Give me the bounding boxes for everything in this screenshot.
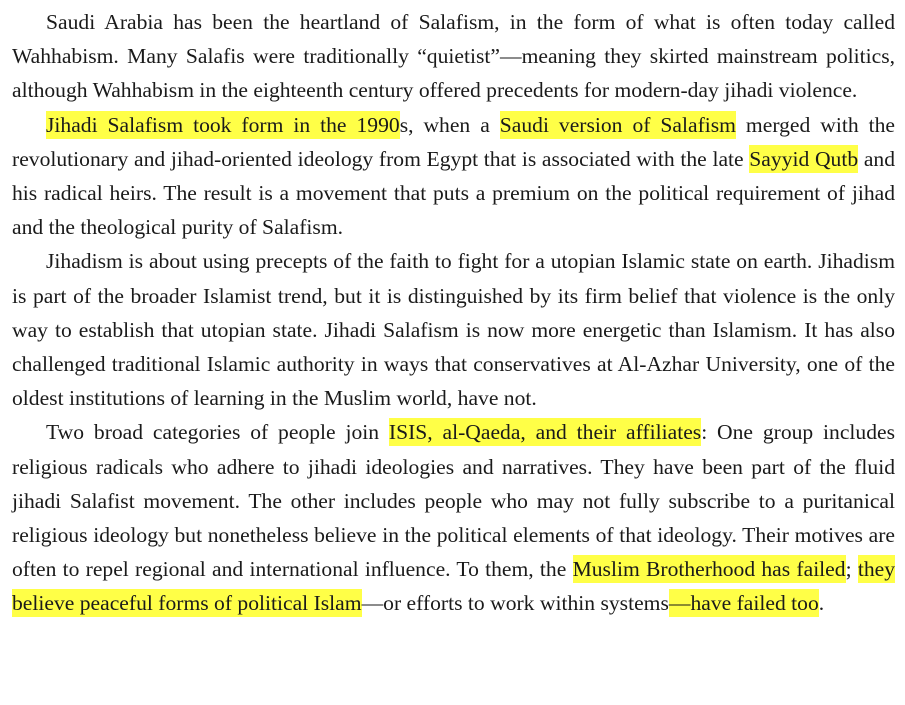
highlighted-text: Muslim Brotherhood has failed [572,557,846,582]
highlighted-text: —have failed too [668,591,819,616]
paragraph-3 [12,244,895,415]
text-segment: —or efforts to work within systems [361,591,669,616]
text-segment: and his radical heirs. The result is a movement that puts a premium on the political requirement of jihad and the theological purity of Salafism. [12,146,896,240]
highlighted-text: Sayyid Qutb [749,146,859,171]
highlighted-text: they believe peaceful forms of political Islam [12,557,896,616]
text-segment: : One group includes religious radicals who adhere to jihadi ideologies and narratives. They have been part of the fluid jihadi Salafist movement. The other includes people who may not fully subscribe to a puritanical religious ideology but nonetheless believe in the political elements of that ideology. Their motives are often to repel regional and international influence. To them, the [12,420,896,582]
text-segment: merged with the revolutionary and jihad-oriented ideology from Egypt that is associated with the late [12,112,895,171]
paragraph-1 [12,5,895,108]
text-segment: ; [845,557,858,582]
text-segment: . [818,591,825,616]
text-segment: Saudi Arabia has been the heartland of Salafism, in the form of what is often today called Wahhabism. Many Salafis were traditionally “quietist”—meaning they skirted mainstream politics, although Wahhabism in the eighteenth century offered precedents for modern-day jihadi violence. [12,10,895,103]
paragraph-2 [12,108,895,245]
highlighted-text: ISIS, al-Qaeda, and their affiliates [388,420,702,445]
highlighted-text: Jihadi Salafism took form in the 1990 [46,112,400,137]
text-segment: Jihadism is about using precepts of the faith to fight for a utopian Islamic state on earth. Jihadism is part of the broader Islamist trend, but it is distinguished by its firm belief that violence is the only way to establish that utopian state. Jihadi Salafism is now more energetic than Islamism. It has also challenged traditional Islamic authority in ways that conservatives at Al-Azhar University, one of the oldest institutions of learning in the Muslim world, have not. [12,249,895,411]
highlighted-text: Saudi version of Salafism [499,112,736,137]
text-segment: s, when a [399,112,500,137]
text-segment: Two broad categories of people join [46,420,389,445]
paragraph-4 [12,415,895,620]
